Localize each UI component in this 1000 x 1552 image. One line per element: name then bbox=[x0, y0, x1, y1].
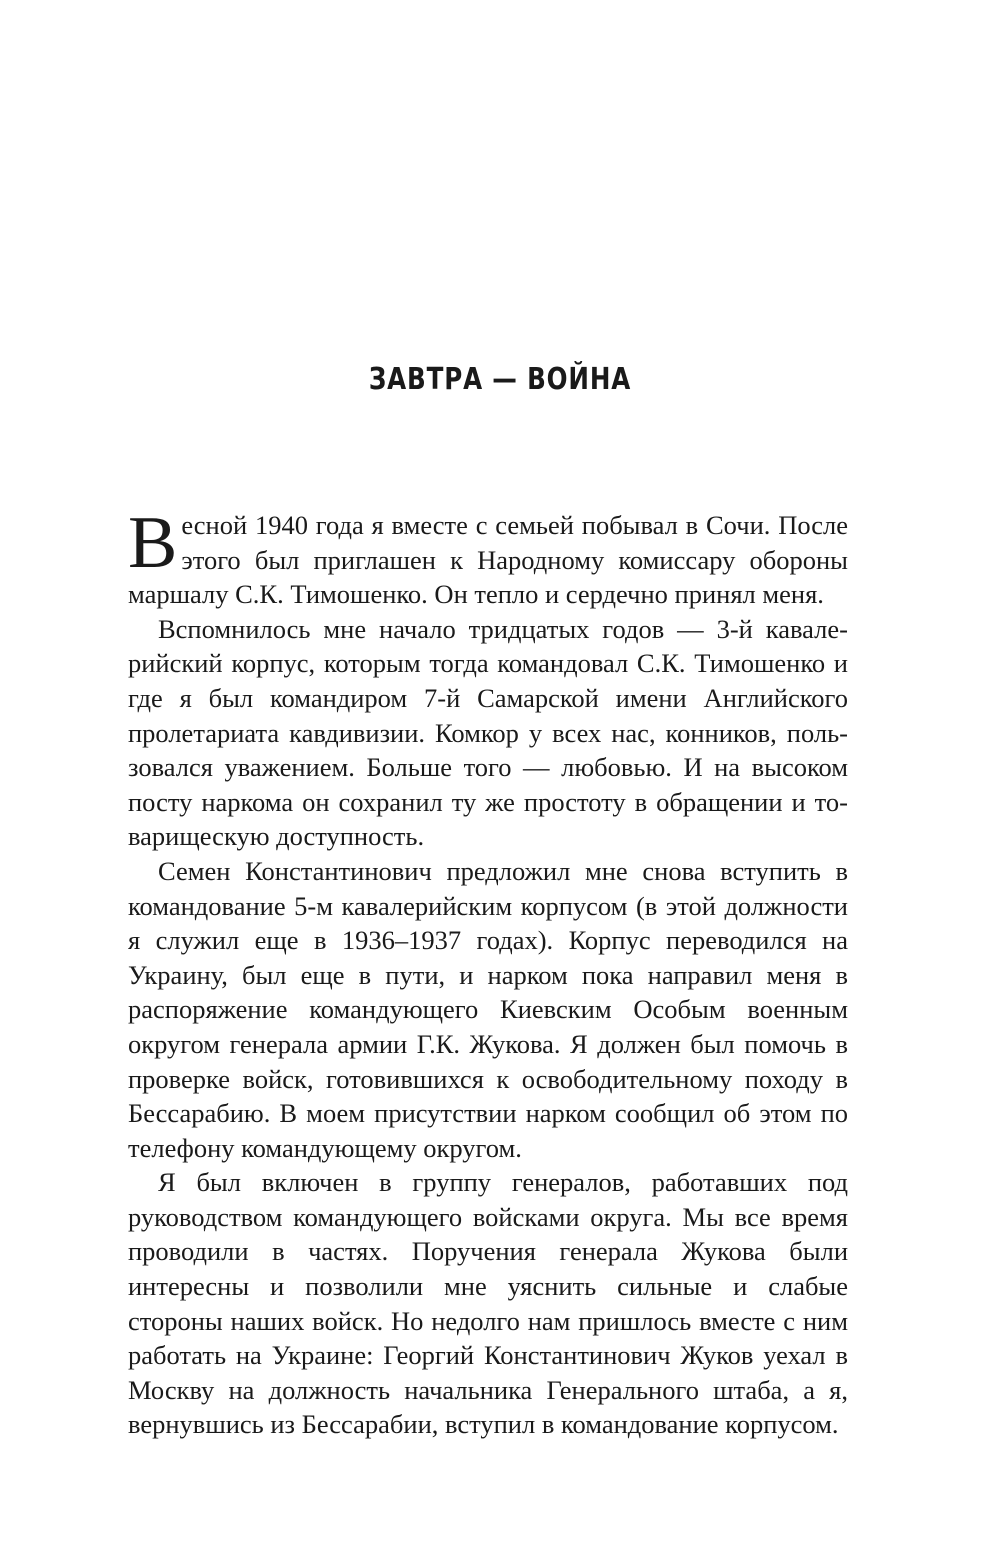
paragraph-3: Семен Константинович предложил мне снова вступить в командование 5-м кавалерийским корпусом (в этой должности я служил еще в 1936–1937 годах). Корпус переводился на Украину, был еще в пути, и нарком пока направил меня в распоряжение командующего Киевским Особым военным округом генерала армии Г.К. Жукова. Я должен был помочь в проверке войск, готовившихся к освободительному походу в Бессарабию. В моем присутствии нарком сообщил об этом по телефону командующему округом. bbox=[128, 855, 848, 1163]
paragraph-2: Вспомнилось мне начало тридцатых годов — 3-й кавалерийский корпус, которым тогда командовал С.К. Тимошенко и где я был командиром 7-й Самарской имени Английского пролетариата кавдивизии. Комкор у всех нас, конников, пользовался уважением. Больше того — любовью. И на высоком посту наркома он сохранил ту же простоту в обращении и товарищескую доступность. bbox=[128, 613, 848, 852]
drop-cap: В bbox=[128, 502, 178, 584]
paragraph-1 bbox=[128, 502, 848, 612]
chapter-title: ЗАВТРА — ВОЙНА bbox=[368, 362, 632, 397]
chapter-body bbox=[128, 502, 848, 1442]
paragraph-4: Я был включен в группу генералов, работавших под руководством командующего войсками округа. Мы все время проводили в частях. Поручения генерала Жукова были интересны и позволили мне уяснить сильные и слабые стороны наших войск. Но недолго нам пришлось вместе с ним работать на Украине: Георгий Константинович Жуков уехал в Москву на должность начальника Генерального штаба, а я, вернувшись из Бессарабии, вступил в командование корпусом. bbox=[128, 1167, 848, 1440]
paragraph-1-text: есной 1940 года я вместе с семьей побывал в Сочи. После этого был приглашен к Народному комиссару обороны маршалу С.К. Тимошенко. Он тепло и сердечно принял меня. bbox=[128, 510, 848, 610]
